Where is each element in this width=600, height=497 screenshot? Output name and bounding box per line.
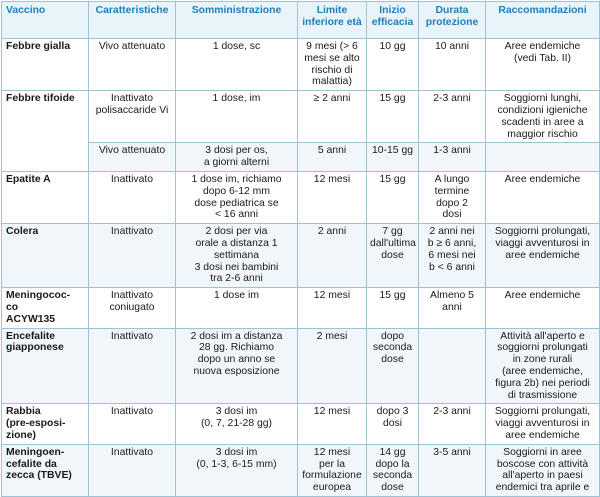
cell-limite: 12 mesi xyxy=(298,288,367,328)
table-row xyxy=(2,224,600,288)
cell-raccomandazioni: Attività all'aperto e soggiorni prolungati in zone rurali (aree endemiche, figura 2b) nei periodi di trasmissione xyxy=(486,328,600,404)
cell-raccomandazioni: Aree endemiche xyxy=(486,288,600,328)
cell-caratteristiche: Vivo attenuato xyxy=(89,143,176,172)
cell-somministrazione: 3 dosi im (0, 7, 21-28 gg) xyxy=(176,404,298,444)
cell-limite: 2 mesi xyxy=(298,328,367,404)
cell-limite: 12 mesi xyxy=(298,404,367,444)
cell-durata: 2 anni nei b ≥ 6 anni, 6 mesi nei b < 6 anni xyxy=(419,224,486,288)
cell-raccomandazioni: Soggiorni lunghi, condizioni igieniche scadenti in aree a maggior rischio xyxy=(486,91,600,143)
header-raccomandazioni: Raccomandazioni xyxy=(486,2,600,39)
cell-caratteristiche: Inattivato xyxy=(89,404,176,444)
table-row xyxy=(2,288,600,328)
cell-vaccino: Epatite A xyxy=(2,171,89,223)
header-vaccino: Vaccino xyxy=(2,2,89,39)
cell-durata: Almeno 5 anni xyxy=(419,288,486,328)
cell-somministrazione: 3 dosi im (0, 1-3, 6-15 mm) xyxy=(176,444,298,496)
cell-somministrazione: 1 dose im xyxy=(176,288,298,328)
cell-vaccino: Meningoen- cefalite da zecca (TBVE) xyxy=(2,444,89,496)
cell-durata: 3-5 anni xyxy=(419,444,486,496)
cell-raccomandazioni: Soggiorni in aree boscose con attività all'aperto in paesi endemici tra aprile e xyxy=(486,444,600,496)
cell-vaccino: Febbre gialla xyxy=(2,39,89,91)
cell-caratteristiche: Inattivato xyxy=(89,224,176,288)
cell-vaccino: Rabbia (pre-esposi- zione) xyxy=(2,404,89,444)
cell-caratteristiche: Inattivato xyxy=(89,444,176,496)
cell-inizio: 10 gg xyxy=(367,39,419,91)
cell-durata: 1-3 anni xyxy=(419,143,486,172)
table-row xyxy=(2,404,600,444)
cell-limite: 9 mesi (> 6 mesi se alto rischio di malattia) xyxy=(298,39,367,91)
cell-durata: 2-3 anni xyxy=(419,404,486,444)
table-row xyxy=(2,39,600,91)
cell-limite: 2 anni xyxy=(298,224,367,288)
table-row xyxy=(2,143,600,172)
cell-caratteristiche: Inattivato coniugato xyxy=(89,288,176,328)
cell-inizio: dopo seconda dose xyxy=(367,328,419,404)
table-row xyxy=(2,171,600,223)
cell-raccomandazioni: Soggiorni prolungati, viaggi avventurosi in aree endemiche xyxy=(486,404,600,444)
cell-somministrazione: 2 dosi per via orale a distanza 1 settimana 3 dosi nei bambini tra 2-6 anni xyxy=(176,224,298,288)
cell-inizio: dopo 3 dosi xyxy=(367,404,419,444)
cell-caratteristiche: Inattivato polisaccaride Vi xyxy=(89,91,176,143)
header-limite-inferiore-eta: Limite inferiore età xyxy=(298,2,367,39)
cell-inizio: 15 gg xyxy=(367,91,419,143)
cell-raccomandazioni: Aree endemiche xyxy=(486,171,600,223)
cell-durata: A lungo termine dopo 2 dosi xyxy=(419,171,486,223)
cell-durata: 10 anni xyxy=(419,39,486,91)
cell-inizio: 15 gg xyxy=(367,288,419,328)
cell-vaccino: Encefalite giapponese xyxy=(2,328,89,404)
cell-limite: 12 mesi per la formulazione europea xyxy=(298,444,367,496)
table-row xyxy=(2,444,600,496)
cell-limite: 5 anni xyxy=(298,143,367,172)
cell-inizio: 15 gg xyxy=(367,171,419,223)
cell-limite: 12 mesi xyxy=(298,171,367,223)
cell-raccomandazioni xyxy=(486,143,600,172)
cell-somministrazione: 2 dosi im a distanza 28 gg. Richiamo dopo un anno se nuova esposizione xyxy=(176,328,298,404)
cell-durata xyxy=(419,328,486,404)
cell-durata: 2-3 anni xyxy=(419,91,486,143)
cell-somministrazione: 1 dose im, richiamo dopo 6-12 mm dose pediatrica se < 16 anni xyxy=(176,171,298,223)
cell-inizio: 10-15 gg xyxy=(367,143,419,172)
cell-vaccino: Febbre tifoide xyxy=(2,91,89,172)
cell-caratteristiche: Vivo attenuato xyxy=(89,39,176,91)
table-row xyxy=(2,91,600,143)
cell-somministrazione: 1 dose, sc xyxy=(176,39,298,91)
cell-raccomandazioni: Aree endemiche (vedi Tab. II) xyxy=(486,39,600,91)
cell-vaccino: Meningococ- co ACYW135 xyxy=(2,288,89,328)
cell-somministrazione: 1 dose, im xyxy=(176,91,298,143)
header-caratteristiche: Caratteristiche xyxy=(89,2,176,39)
cell-somministrazione: 3 dosi per os, a giorni alterni xyxy=(176,143,298,172)
cell-inizio: 14 gg dopo la seconda dose xyxy=(367,444,419,496)
table-row xyxy=(2,328,600,404)
header-inizio-efficacia: Inizio efficacia xyxy=(367,2,419,39)
cell-limite: ≥ 2 anni xyxy=(298,91,367,143)
header-durata-protezione: Durata protezione xyxy=(419,2,486,39)
header-somministrazione: Somministrazione xyxy=(176,2,298,39)
cell-inizio: 7 gg dall'ultima dose xyxy=(367,224,419,288)
vaccine-table xyxy=(1,1,600,497)
cell-raccomandazioni: Soggiorni prolungati, viaggi avventurosi in aree endemiche xyxy=(486,224,600,288)
cell-caratteristiche: Inattivato xyxy=(89,171,176,223)
table-header-row xyxy=(2,2,600,39)
cell-vaccino: Colera xyxy=(2,224,89,288)
cell-caratteristiche: Inattivato xyxy=(89,328,176,404)
